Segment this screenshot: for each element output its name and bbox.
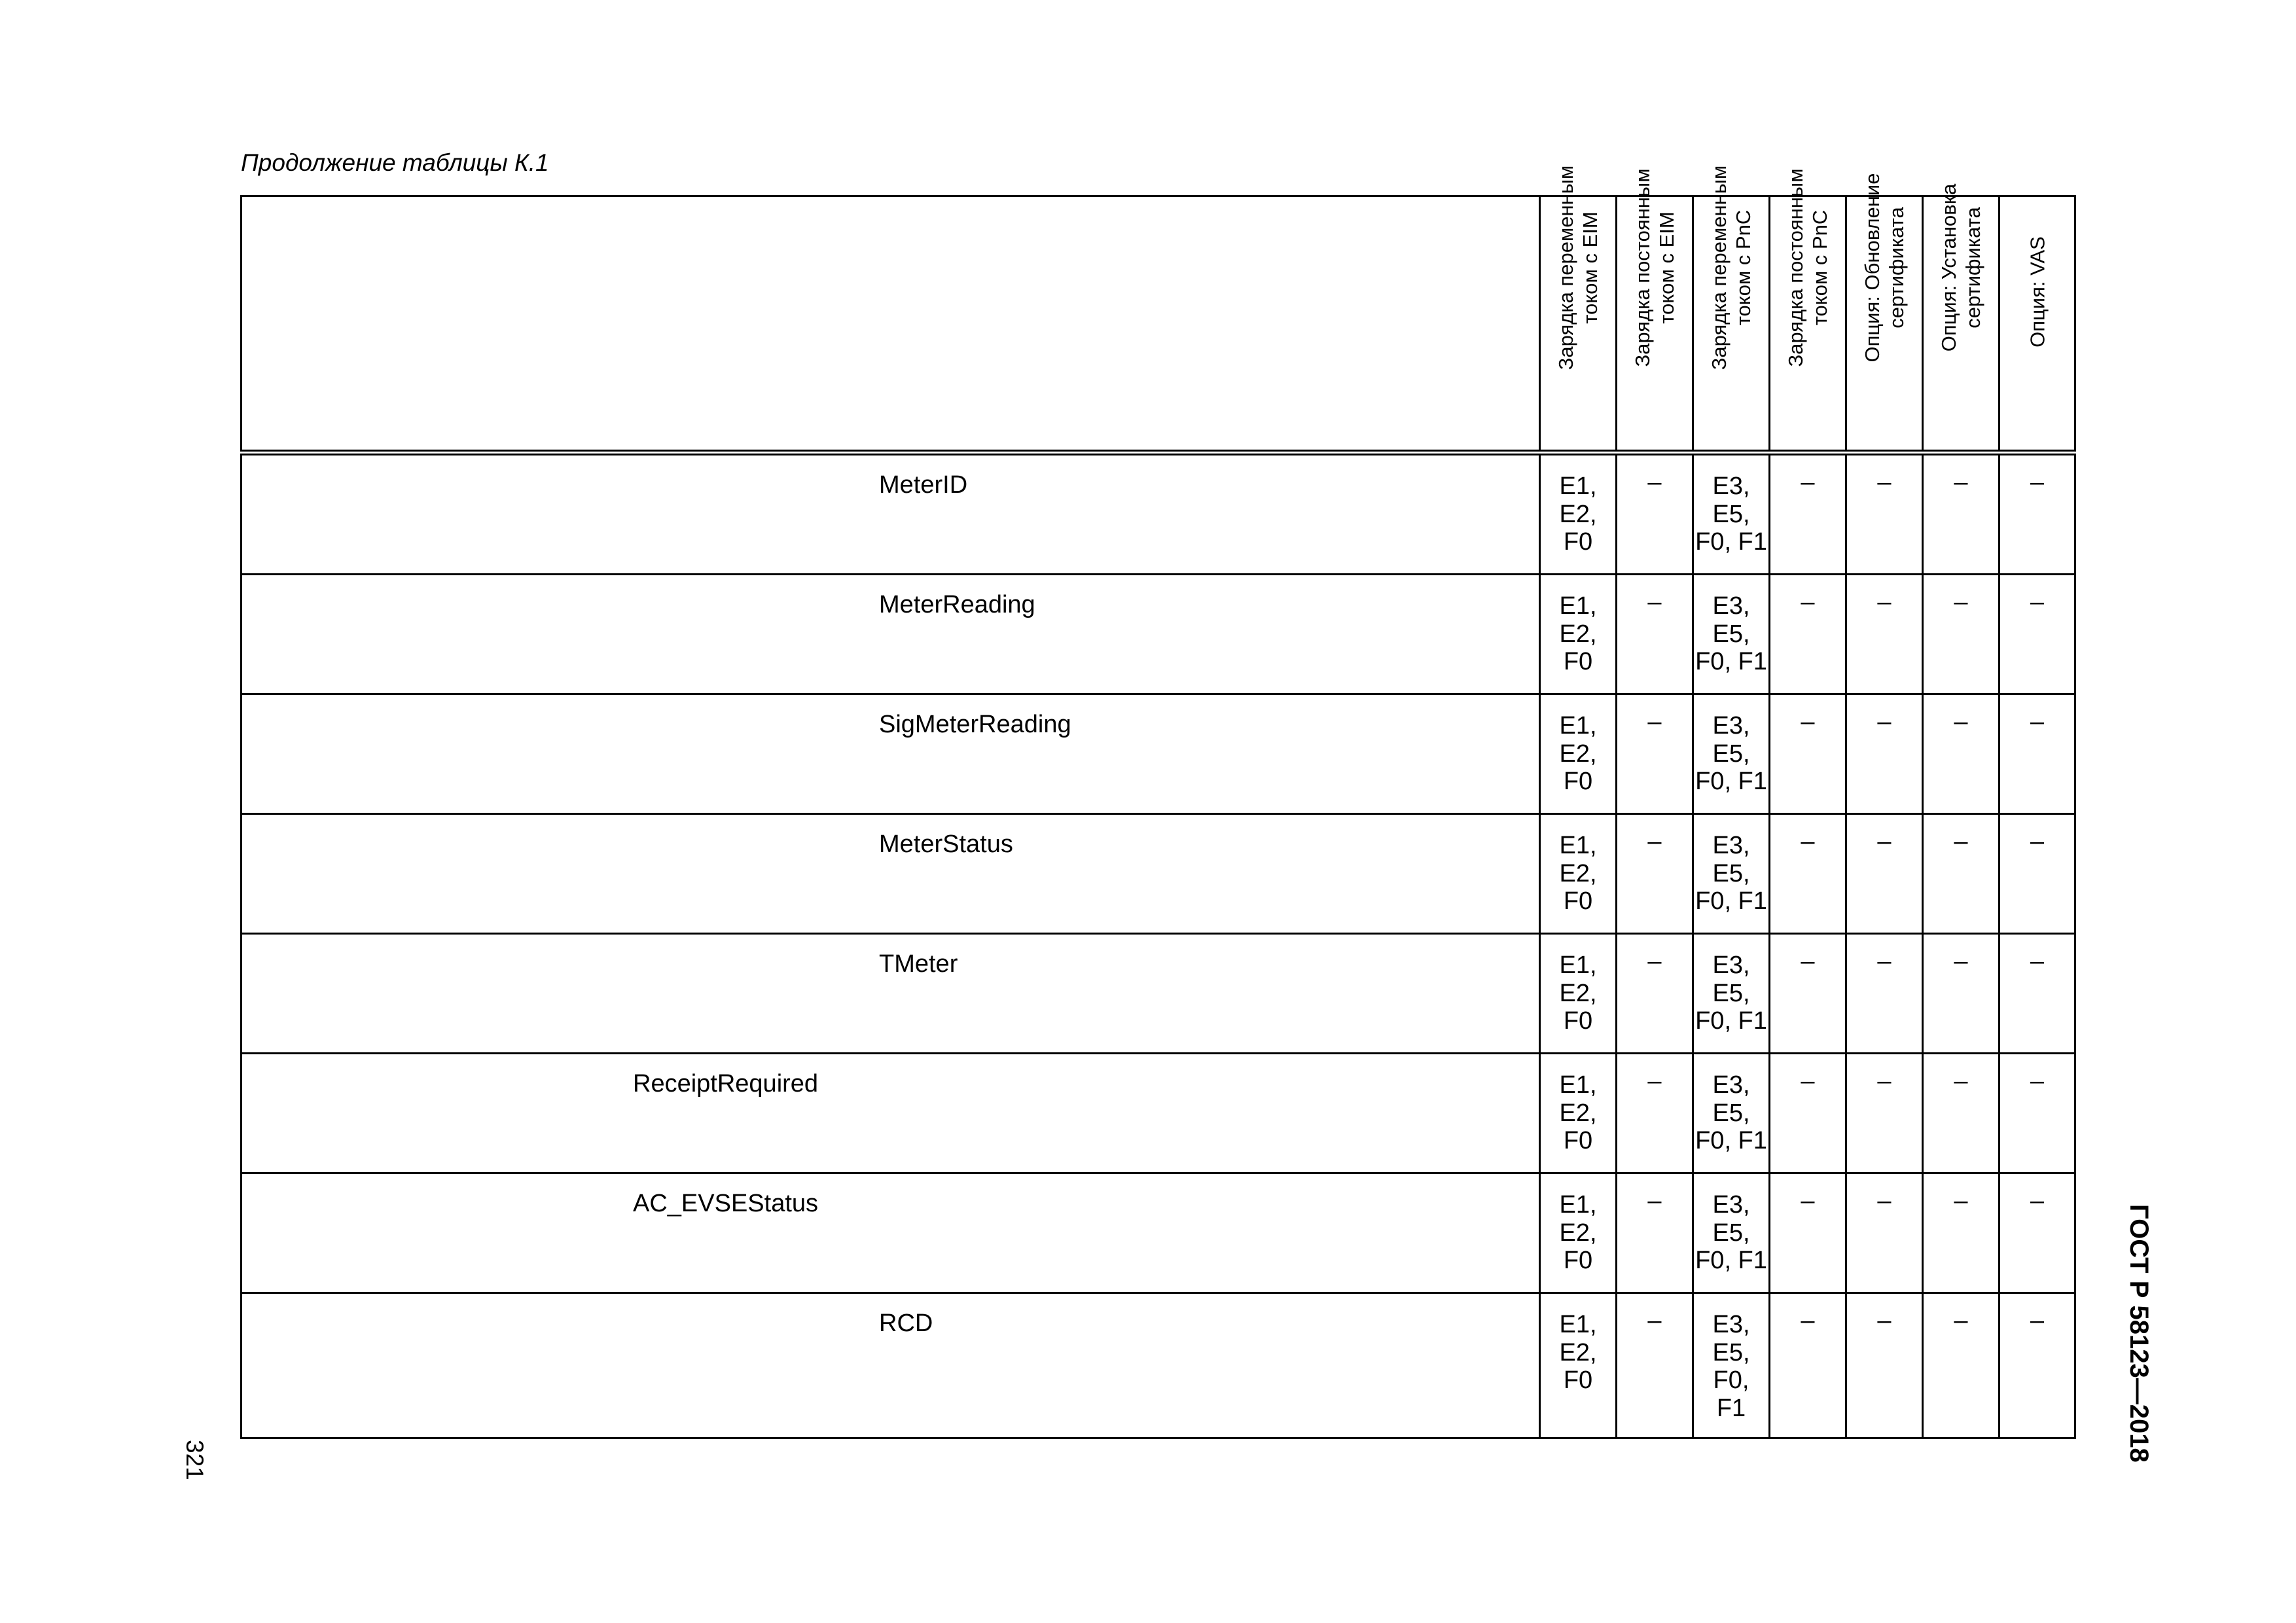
cell-value: E1, E2, F0 bbox=[1559, 952, 1597, 1035]
cell-value: E1, E2, F0 bbox=[1559, 1311, 1597, 1395]
cell-value: – bbox=[1877, 469, 1892, 496]
table-row bbox=[242, 1293, 2075, 1438]
table-cell bbox=[1846, 453, 1923, 575]
table-row bbox=[242, 694, 2075, 814]
table-cell bbox=[1693, 453, 1770, 575]
table-cell bbox=[1770, 453, 1846, 575]
table-cell bbox=[1923, 1293, 2000, 1438]
table-cell bbox=[1617, 814, 1693, 934]
cell-value: – bbox=[2030, 1067, 2045, 1095]
table-cell bbox=[1846, 694, 1923, 814]
table-cell bbox=[1540, 1054, 1617, 1173]
table-row bbox=[242, 814, 2075, 934]
row-name-cell bbox=[242, 934, 1540, 1054]
table-cell bbox=[1693, 814, 1770, 934]
table-cell bbox=[2000, 1293, 2075, 1438]
page-number: 321 bbox=[181, 1440, 208, 1480]
requirements-table bbox=[240, 165, 2076, 1439]
cell-value: E1, E2, F0 bbox=[1559, 712, 1597, 796]
table-cell bbox=[2000, 1054, 2075, 1173]
cell-value: – bbox=[1647, 1067, 1662, 1095]
header-label: Зарядка постоянным током с EIM bbox=[1630, 168, 1678, 367]
cell-value: – bbox=[2030, 588, 2045, 616]
table-cell bbox=[1617, 1293, 1693, 1438]
header-col-ac-pnc bbox=[1693, 165, 1770, 453]
table-cell bbox=[1693, 1054, 1770, 1173]
table-cell bbox=[1693, 1293, 1770, 1438]
table-cell bbox=[1540, 575, 1617, 694]
cell-value: – bbox=[1954, 828, 1968, 855]
table-row bbox=[242, 934, 2075, 1054]
table-cell bbox=[1693, 1173, 1770, 1293]
table-cell bbox=[1540, 1293, 1617, 1438]
cell-value: – bbox=[1647, 828, 1662, 855]
header-label: Зарядка постоянным током с PnC bbox=[1784, 168, 1831, 367]
table-cell bbox=[1846, 934, 1923, 1054]
cell-value: – bbox=[1801, 1187, 1815, 1215]
header-label: Зарядка переменным током с PnC bbox=[1707, 165, 1755, 370]
table-cell bbox=[1770, 1173, 1846, 1293]
row-name-cell bbox=[242, 1293, 1540, 1438]
cell-value: – bbox=[1801, 469, 1815, 496]
table-cell bbox=[1617, 934, 1693, 1054]
cell-value: – bbox=[1877, 828, 1892, 855]
table-cell bbox=[2000, 694, 2075, 814]
table-cell bbox=[1770, 934, 1846, 1054]
table-row bbox=[242, 453, 2075, 575]
cell-value: E1, E2, F0 bbox=[1559, 592, 1597, 676]
table-cell bbox=[1617, 1054, 1693, 1173]
table-cell bbox=[1770, 694, 1846, 814]
table-cell bbox=[1923, 575, 2000, 694]
table-cell bbox=[1540, 814, 1617, 934]
table-cell bbox=[1770, 1293, 1846, 1438]
cell-value: – bbox=[1877, 588, 1892, 616]
table-cell bbox=[2000, 1173, 2075, 1293]
cell-value: E3, E5, F0, F1 bbox=[1695, 952, 1767, 1035]
row-name: MeterStatus bbox=[879, 830, 1013, 858]
table-cell bbox=[1923, 1054, 2000, 1173]
cell-value: E1, E2, F0 bbox=[1559, 1071, 1597, 1155]
row-name: MeterReading bbox=[879, 591, 1035, 618]
cell-value: E1, E2, F0 bbox=[1559, 1191, 1597, 1275]
cell-value: – bbox=[1647, 469, 1662, 496]
header-blank-cell bbox=[242, 196, 1540, 453]
table-cell bbox=[1770, 575, 1846, 694]
row-name-cell bbox=[242, 575, 1540, 694]
cell-value: – bbox=[2030, 469, 2045, 496]
table-cell bbox=[1617, 575, 1693, 694]
table-cell bbox=[1846, 1173, 1923, 1293]
cell-value: – bbox=[1954, 1067, 1968, 1095]
header-col-dc-pnc bbox=[1770, 168, 1846, 453]
table-cell bbox=[1923, 1173, 2000, 1293]
row-name-cell bbox=[242, 453, 1540, 575]
cell-value: E1, E2, F0 bbox=[1559, 832, 1597, 916]
cell-value: – bbox=[1877, 948, 1892, 975]
header-label: Опция: Обновление сертификата bbox=[1860, 173, 1908, 363]
cell-value: – bbox=[1954, 588, 1968, 616]
cell-value: – bbox=[1647, 708, 1662, 736]
cell-value: – bbox=[1801, 1307, 1815, 1334]
header-col-cert-update bbox=[1846, 173, 1923, 453]
row-name: TMeter bbox=[879, 950, 958, 978]
cell-value: – bbox=[1647, 1307, 1662, 1334]
cell-value: – bbox=[1801, 828, 1815, 855]
table-cell bbox=[1540, 934, 1617, 1054]
header-col-vas bbox=[2000, 196, 2075, 453]
cell-value: – bbox=[2030, 828, 2045, 855]
cell-value: E3, E5, F0, F1 bbox=[1695, 473, 1767, 556]
table-cell bbox=[1770, 1054, 1846, 1173]
cell-value: – bbox=[1647, 948, 1662, 975]
header-col-cert-install bbox=[1923, 183, 2000, 453]
row-name: AC_EVSEStatus bbox=[633, 1190, 819, 1217]
cell-value: – bbox=[1801, 1067, 1815, 1095]
cell-value: E3, E5, F0, F1 bbox=[1695, 592, 1767, 676]
header-label: Опция: Установка сертификата bbox=[1937, 183, 1984, 351]
row-name-cell bbox=[242, 694, 1540, 814]
cell-value: – bbox=[1954, 469, 1968, 496]
table-header-row bbox=[242, 196, 2075, 453]
cell-value: E1, E2, F0 bbox=[1559, 473, 1597, 556]
row-name-cell bbox=[242, 1173, 1540, 1293]
cell-value: – bbox=[2030, 948, 2045, 975]
header-col-dc-eim bbox=[1617, 168, 1693, 453]
cell-value: – bbox=[1954, 1187, 1968, 1215]
cell-value: – bbox=[1877, 708, 1892, 736]
cell-value: – bbox=[1647, 1187, 1662, 1215]
cell-value: E3, E5, F0, F1 bbox=[1695, 1071, 1767, 1155]
table-cell bbox=[1923, 814, 2000, 934]
header-label: Опция: VAS bbox=[2025, 236, 2049, 348]
row-name: RCD bbox=[879, 1310, 933, 1337]
cell-value: – bbox=[1801, 588, 1815, 616]
row-name: MeterID bbox=[879, 471, 968, 499]
cell-value: – bbox=[1954, 948, 1968, 975]
row-name-cell bbox=[242, 814, 1540, 934]
table-container bbox=[240, 165, 2074, 1438]
cell-value: E3, E5, F0, F1 bbox=[1695, 832, 1767, 916]
table-row bbox=[242, 575, 2075, 694]
header-label: Зарядка переменным током с EIM bbox=[1554, 165, 1602, 370]
table-cell bbox=[1617, 694, 1693, 814]
table-cell bbox=[2000, 575, 2075, 694]
table-cell bbox=[1846, 1293, 1923, 1438]
table-cell bbox=[1923, 694, 2000, 814]
cell-value: – bbox=[1801, 948, 1815, 975]
table-cell bbox=[1846, 575, 1923, 694]
cell-value: – bbox=[1877, 1307, 1892, 1334]
standard-code: ГОСТ Р 58123—2018 bbox=[2125, 1204, 2153, 1463]
header-col-ac-eim bbox=[1540, 165, 1617, 453]
table-cell bbox=[1540, 453, 1617, 575]
table-cell bbox=[1617, 1173, 1693, 1293]
cell-value: E3, E5, F0, F1 bbox=[1712, 1311, 1750, 1422]
table-cell bbox=[2000, 814, 2075, 934]
row-name-cell bbox=[242, 1054, 1540, 1173]
table-cell bbox=[2000, 934, 2075, 1054]
table-cell bbox=[1693, 694, 1770, 814]
table-cell bbox=[1770, 814, 1846, 934]
table-cell bbox=[1923, 934, 2000, 1054]
table-cell bbox=[1540, 694, 1617, 814]
cell-value: – bbox=[1801, 708, 1815, 736]
table-cell bbox=[1540, 1173, 1617, 1293]
cell-value: – bbox=[1877, 1187, 1892, 1215]
table-cell bbox=[1693, 934, 1770, 1054]
table-row bbox=[242, 1173, 2075, 1293]
table-row bbox=[242, 1054, 2075, 1173]
table-cell bbox=[1846, 1054, 1923, 1173]
cell-value: – bbox=[1954, 1307, 1968, 1334]
cell-value: – bbox=[1954, 708, 1968, 736]
cell-value: – bbox=[1647, 588, 1662, 616]
cell-value: – bbox=[2030, 708, 2045, 736]
table-cell bbox=[1923, 453, 2000, 575]
cell-value: – bbox=[1877, 1067, 1892, 1095]
table-cell bbox=[2000, 453, 2075, 575]
row-name: SigMeterReading bbox=[879, 711, 1071, 738]
continuation-label: Продолжение таблицы К.1 bbox=[241, 149, 549, 176]
row-name: ReceiptRequired bbox=[633, 1070, 819, 1097]
table-cell bbox=[1846, 814, 1923, 934]
cell-value: E3, E5, F0, F1 bbox=[1695, 1191, 1767, 1275]
table-cell bbox=[1693, 575, 1770, 694]
cell-value: E3, E5, F0, F1 bbox=[1695, 712, 1767, 796]
cell-value: – bbox=[2030, 1187, 2045, 1215]
cell-value: – bbox=[2030, 1307, 2045, 1334]
table-cell bbox=[1617, 453, 1693, 575]
